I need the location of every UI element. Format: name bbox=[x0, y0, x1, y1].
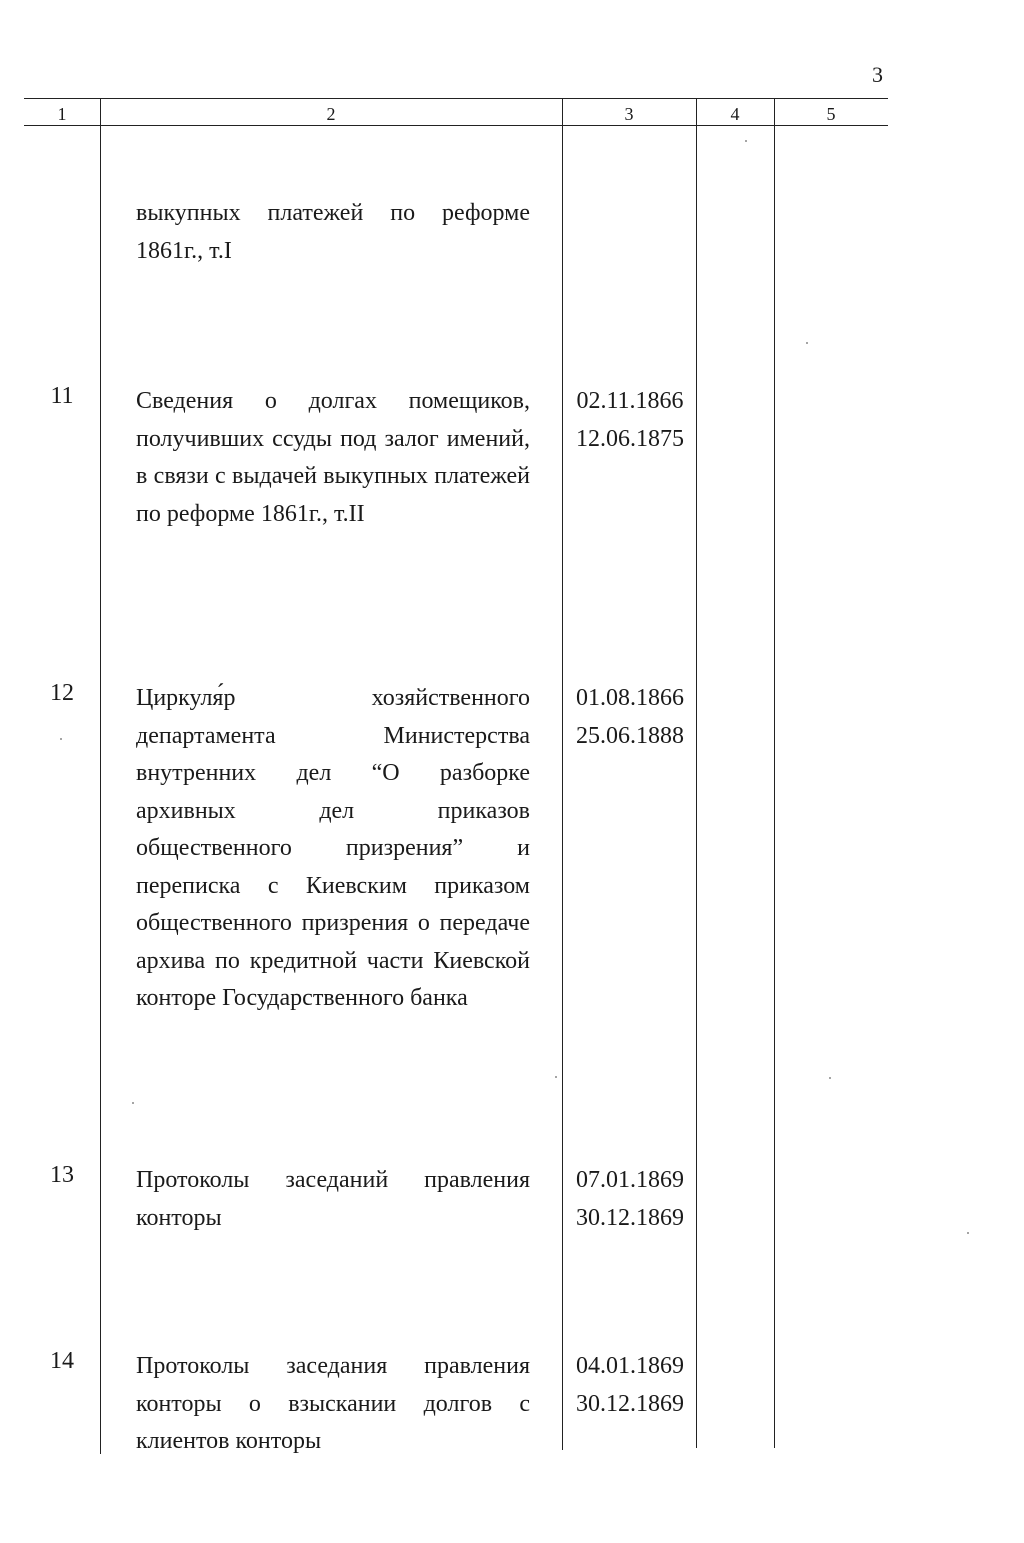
scan-speck bbox=[132, 1102, 134, 1104]
continuation-description: выкупных платежей по реформе 1861г., т.I bbox=[136, 200, 530, 264]
row-description: Протоколы заседания правления конторы о взыскании долгов с клиентов конторы bbox=[136, 1353, 530, 1454]
header-top-rule bbox=[24, 98, 888, 99]
row-number: 14 bbox=[50, 1348, 74, 1374]
date-end: 30.12.1869 bbox=[576, 1204, 684, 1231]
scan-speck bbox=[829, 1077, 831, 1079]
column-divider-4-5 bbox=[774, 98, 775, 1448]
date-start: 01.08.1866 bbox=[576, 685, 684, 711]
row-dates bbox=[566, 680, 694, 755]
row-dates bbox=[566, 1348, 694, 1423]
column-divider-2-3 bbox=[562, 98, 563, 1450]
column-divider-3-4 bbox=[696, 98, 697, 1448]
date-start: 04.01.1869 bbox=[576, 1353, 684, 1379]
row-description: Протоколы заседаний правления конторы bbox=[136, 1167, 530, 1231]
scan-speck bbox=[806, 342, 808, 344]
column-header-5: 5 bbox=[826, 104, 836, 124]
scan-speck bbox=[745, 140, 747, 142]
column-header-4: 4 bbox=[730, 104, 740, 124]
row-dates bbox=[566, 1162, 694, 1237]
scan-speck bbox=[60, 738, 62, 740]
date-start: 07.01.1869 bbox=[576, 1167, 684, 1193]
row-number: 11 bbox=[50, 383, 74, 409]
scan-speck bbox=[555, 1076, 557, 1078]
row-dates bbox=[566, 383, 694, 458]
column-header-1: 1 bbox=[57, 104, 67, 124]
column-divider-1-2 bbox=[100, 98, 101, 1454]
row-description: Сведения о долгах помещиков, получивших ссуды под залог имений, в связи с выдачей выкупных платежей по реформе 1861г., т.II bbox=[136, 388, 530, 527]
header-bottom-rule bbox=[24, 125, 888, 126]
row-number: 12 bbox=[50, 680, 74, 706]
column-header-3: 3 bbox=[624, 104, 634, 124]
date-end: 12.06.1875 bbox=[576, 425, 684, 452]
row-description: Циркуля́р хозяйственного департамента Министерства внутренних дел “О разборке архивных дел приказов общественного призрения” и переписка с Киевским приказом общественного призрения о передаче архива по кредитной части Киевской конторе Государственного банка bbox=[136, 685, 530, 1011]
column-header-2: 2 bbox=[326, 104, 336, 124]
page-number: 3 bbox=[872, 62, 883, 87]
date-end: 25.06.1888 bbox=[576, 722, 684, 749]
row-number: 13 bbox=[50, 1162, 74, 1188]
date-start: 02.11.1866 bbox=[576, 388, 684, 414]
date-end: 30.12.1869 bbox=[576, 1390, 684, 1417]
scan-speck bbox=[967, 1232, 969, 1234]
